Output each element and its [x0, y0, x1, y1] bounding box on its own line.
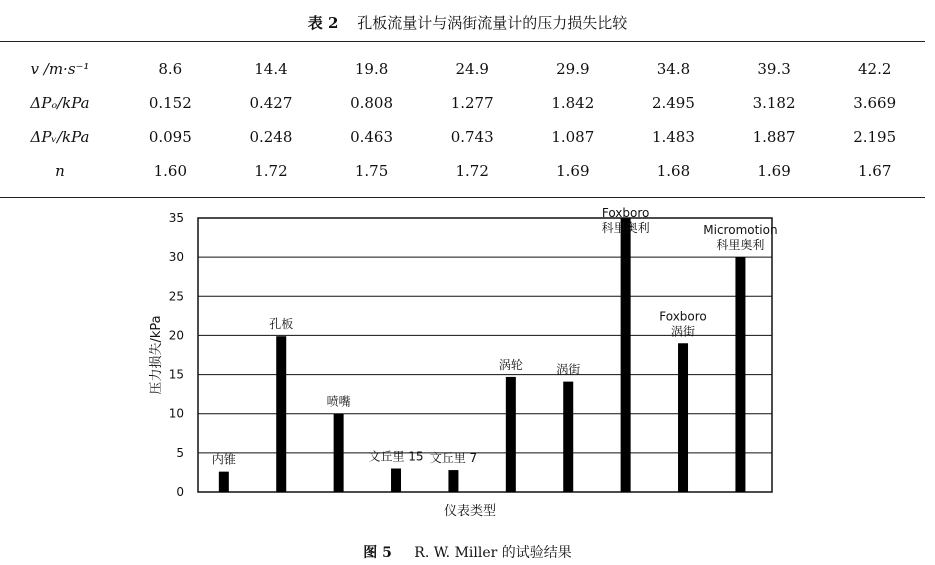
- figure-caption: [0, 542, 935, 562]
- table-row: [0, 86, 925, 120]
- data-table: [0, 52, 925, 188]
- table-cell: 2.495: [651, 94, 695, 112]
- bar-label: 科里奥利: [601, 221, 650, 235]
- x-axis-label: 仪表类型: [443, 504, 497, 519]
- y-tick-label: 30: [168, 250, 184, 265]
- table-cell: 1.842: [551, 94, 595, 112]
- pressure-loss-chart: [0, 205, 935, 525]
- table-cell: 42.2: [857, 60, 892, 78]
- table-row: [0, 120, 925, 154]
- bar: [334, 414, 344, 492]
- table-cell: 0.152: [148, 94, 192, 112]
- table-cell: 1.483: [651, 128, 695, 146]
- table-row: [0, 52, 925, 86]
- table-cell: 0.743: [450, 128, 494, 146]
- y-tick-label: 15: [168, 367, 184, 382]
- table-cell: 3.669: [853, 94, 897, 112]
- bar-label: Foxboro: [659, 309, 707, 324]
- table-bottom-rule: [0, 197, 925, 198]
- bar: [448, 470, 458, 492]
- figure-number: 图 5: [363, 545, 392, 561]
- table-cell: 2.195: [853, 128, 897, 146]
- bar-label: 孔板: [269, 317, 294, 332]
- bar-label: 涡街: [671, 324, 696, 339]
- table-cell: 29.9: [556, 60, 590, 78]
- bar-label: Foxboro: [601, 206, 650, 220]
- table-cell: 1.68: [656, 162, 691, 180]
- table-cell: 34.8: [656, 60, 691, 78]
- table-caption: [0, 12, 935, 33]
- table-cell: 0.248: [249, 128, 293, 146]
- bar-label: 内锥: [211, 452, 236, 467]
- y-tick-label: 25: [168, 289, 184, 304]
- table-cell: 1.69: [556, 162, 590, 180]
- bar-label: Micromotion: [703, 223, 778, 238]
- y-tick-label: 35: [168, 211, 184, 225]
- table-cell: 0.095: [148, 128, 192, 146]
- table-cell: 1.60: [153, 162, 188, 180]
- y-tick-label: 10: [168, 406, 184, 421]
- table-cell: 1.69: [757, 162, 791, 180]
- bar: [506, 377, 516, 492]
- table-cell: 14.4: [254, 60, 288, 78]
- table-cell: 24.9: [455, 60, 489, 78]
- table-cell: 1.75: [354, 162, 389, 180]
- y-tick-label: 0: [176, 485, 184, 499]
- table-cell: 19.8: [354, 60, 389, 78]
- table-cell: 3.182: [752, 94, 796, 112]
- bar-label: 科里奥利: [716, 238, 765, 253]
- bar-label: 涡轮: [498, 357, 523, 372]
- y-tick-label: 20: [168, 328, 184, 343]
- bar: [563, 382, 573, 492]
- table-cell: 39.3: [757, 60, 791, 78]
- bar-label: 文丘里 15: [368, 449, 424, 464]
- table-cell: 1.72: [254, 162, 288, 180]
- row-header: ΔPₒ/kPa: [30, 94, 90, 112]
- table-cell: 1.72: [455, 162, 489, 180]
- bar: [621, 218, 631, 492]
- y-axis-label: 压力损失/kPa: [149, 315, 164, 395]
- row-header: ΔPᵥ/kPa: [30, 128, 90, 146]
- table-cell: 1.67: [857, 162, 892, 180]
- table-row: [0, 154, 925, 188]
- bar: [735, 257, 745, 492]
- bar: [391, 469, 401, 492]
- table-cell: 0.463: [350, 128, 394, 146]
- bar: [219, 472, 229, 492]
- row-header: v /m·s⁻¹: [30, 60, 90, 78]
- table-top-rule: [0, 41, 925, 42]
- bar: [276, 336, 286, 492]
- table-cell: 1.087: [551, 128, 595, 146]
- table-cell: 0.808: [350, 94, 394, 112]
- table-cell: 1.887: [752, 128, 796, 146]
- bar: [678, 343, 688, 492]
- bar-label: 喷嘴: [326, 394, 351, 409]
- table-title: 孔板流量计与涡街流量计的压力损失比较: [357, 14, 628, 32]
- table-cell: 1.277: [450, 94, 494, 112]
- y-tick-label: 5: [176, 445, 184, 460]
- row-header: n: [55, 162, 65, 180]
- table-number: 表 2: [307, 14, 339, 32]
- figure-title: R. W. Miller 的试验结果: [414, 545, 572, 561]
- bar-label: 文丘里 7: [429, 451, 478, 466]
- bar-label: 涡街: [556, 362, 581, 377]
- table-cell: 8.6: [158, 60, 183, 78]
- table-cell: 0.427: [249, 94, 293, 112]
